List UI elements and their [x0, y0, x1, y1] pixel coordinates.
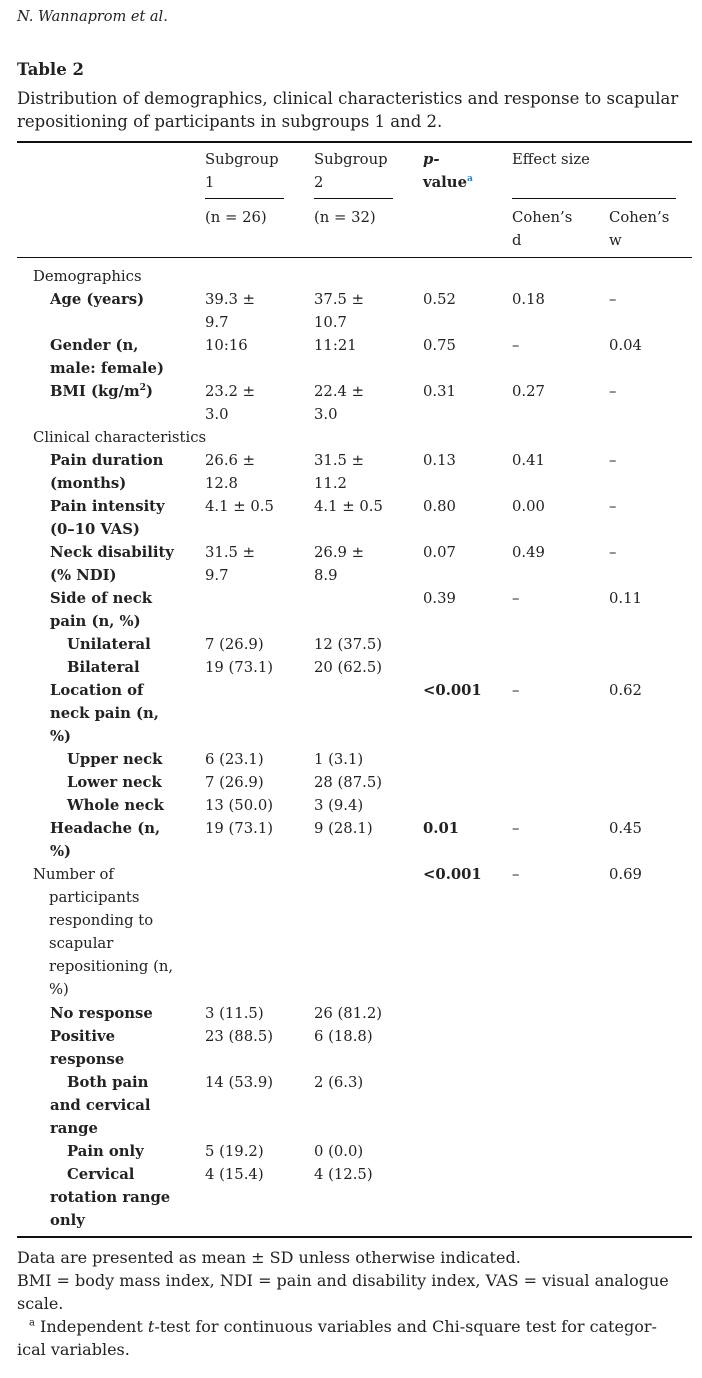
lower-neck-subgroup2: 28 (87.5) — [314, 774, 383, 791]
section-demographics: Demographics — [33, 268, 142, 285]
whole-neck-subgroup2: 3 (9.4) — [314, 797, 364, 814]
note-abbreviations: BMI = body mass index, NDI = pain and disability index, VAS = visual analogue scale. — [17, 1271, 669, 1313]
header-pvalue: p- value$^a$ — [423, 151, 473, 191]
upper-neck-subgroup2: 1 (3.1) — [314, 751, 364, 768]
row-label-pain-only: Pain only — [67, 1143, 144, 1160]
row-label-positive-response: Positive response — [50, 1028, 125, 1068]
gender-cohens-d: – — [512, 337, 520, 354]
headache-cohens-d: – — [512, 820, 520, 837]
neck-disability-pvalue: 0.07 — [423, 544, 456, 561]
location-cohens-d: – — [512, 682, 520, 699]
header-subgroup2: Subgroup 2 — [314, 151, 388, 191]
bmi-pvalue: 0.31 — [423, 383, 456, 400]
positive-response-subgroup1: 23 (88.5) — [205, 1028, 274, 1045]
gender-cohens-w: 0.04 — [609, 337, 642, 354]
upper-neck-subgroup1: 6 (23.1) — [205, 751, 264, 768]
side-cohens-w: 0.11 — [609, 590, 642, 607]
subgroup2-underline — [314, 198, 393, 199]
row-label-whole-neck: Whole neck — [67, 797, 164, 814]
section-responders: Number of participants responding to scapular repositioning (n, %) — [33, 866, 174, 998]
side-cohens-d: – — [512, 590, 520, 607]
row-label-gender: Gender (n, male: female) — [50, 337, 164, 377]
age-cohens-w: – — [609, 291, 617, 308]
row-label-side-of-neck-pain: Side of neck pain (n, %) — [50, 590, 153, 630]
note-mean-sd: Data are presented as mean ± SD unless otherwise indicated. — [17, 1248, 521, 1267]
responders-pvalue: <0.001 — [423, 866, 482, 883]
pain-duration-subgroup2: 31.5 ± 11.2 — [314, 452, 365, 492]
header-effect-size: Effect size — [512, 151, 590, 168]
row-label-pain-intensity: Pain intensity (0–10 VAS) — [50, 498, 165, 538]
bmi-cohens-w: – — [609, 383, 617, 400]
row-label-location-of-neck-pain: Location of neck pain (n, %) — [50, 682, 159, 745]
effect-size-underline — [512, 198, 676, 199]
subgroup1-underline — [205, 198, 284, 199]
age-cohens-d: 0.18 — [512, 291, 545, 308]
no-response-subgroup2: 26 (81.2) — [314, 1005, 383, 1022]
both-subgroup1: 14 (53.9) — [205, 1074, 274, 1091]
note-tests: $^a$ Independent t-test for continuous variables and Chi-square test for categor- ical variables. — [17, 1317, 657, 1359]
pain-duration-pvalue: 0.13 — [423, 452, 456, 469]
bmi-subgroup1: 23.2 ± 3.0 — [205, 383, 256, 423]
header-cohens-d: Cohen’s d — [512, 209, 573, 249]
location-cohens-w: 0.62 — [609, 682, 642, 699]
headache-pvalue: 0.01 — [423, 820, 460, 837]
pain-intensity-subgroup2: 4.1 ± 0.5 — [314, 498, 383, 515]
side-pvalue: 0.39 — [423, 590, 456, 607]
table-bottom-rule — [17, 1236, 692, 1238]
row-label-pain-duration: Pain duration (months) — [50, 452, 164, 492]
responders-cohens-w: 0.69 — [609, 866, 642, 883]
gender-pvalue: 0.75 — [423, 337, 456, 354]
row-label-age: Age (years) — [50, 291, 145, 308]
header-n2: (n = 32) — [314, 209, 376, 226]
responders-cohens-d: – — [512, 866, 520, 883]
pain-intensity-pvalue: 0.80 — [423, 498, 456, 515]
unilateral-subgroup1: 7 (26.9) — [205, 636, 264, 653]
row-label-unilateral: Unilateral — [67, 636, 151, 653]
both-subgroup2: 2 (6.3) — [314, 1074, 364, 1091]
bilateral-subgroup2: 20 (62.5) — [314, 659, 383, 676]
headache-subgroup2: 9 (28.1) — [314, 820, 373, 837]
pain-duration-cohens-w: – — [609, 452, 617, 469]
pain-only-subgroup2: 0 (0.0) — [314, 1143, 364, 1160]
table-title: Table 2 — [17, 60, 84, 79]
pain-duration-cohens-d: 0.41 — [512, 452, 545, 469]
row-label-lower-neck: Lower neck — [67, 774, 162, 791]
row-label-neck-disability: Neck disability (% NDI) — [50, 544, 174, 584]
pain-intensity-cohens-w: – — [609, 498, 617, 515]
headache-cohens-w: 0.45 — [609, 820, 642, 837]
section-clinical: Clinical characteristics — [33, 429, 207, 446]
bmi-subgroup2: 22.4 ± 3.0 — [314, 383, 365, 423]
age-subgroup1: 39.3 ± 9.7 — [205, 291, 256, 331]
row-label-upper-neck: Upper neck — [67, 751, 163, 768]
gender-subgroup1: 10:16 — [205, 337, 248, 354]
age-pvalue: 0.52 — [423, 291, 456, 308]
row-label-bmi: BMI $(kg/m^2)$ — [50, 382, 154, 400]
headache-subgroup1: 19 (73.1) — [205, 820, 274, 837]
header-cohens-w: Cohen’s w — [609, 209, 670, 249]
pain-intensity-subgroup1: 4.1 ± 0.5 — [205, 498, 274, 515]
pain-only-subgroup1: 5 (19.2) — [205, 1143, 264, 1160]
cervical-only-subgroup2: 4 (12.5) — [314, 1166, 373, 1183]
bilateral-subgroup1: 19 (73.1) — [205, 659, 274, 676]
header-subgroup1: Subgroup 1 — [205, 151, 279, 191]
neck-disability-subgroup2: 26.9 ± 8.9 — [314, 544, 365, 584]
bmi-cohens-d: 0.27 — [512, 383, 545, 400]
pain-duration-subgroup1: 26.6 ± 12.8 — [205, 452, 256, 492]
header-n1: (n = 26) — [205, 209, 267, 226]
neck-disability-subgroup1: 31.5 ± 9.7 — [205, 544, 256, 584]
no-response-subgroup1: 3 (11.5) — [205, 1005, 264, 1022]
table-top-rule — [17, 141, 692, 143]
row-label-bilateral: Bilateral — [67, 659, 140, 676]
age-subgroup2: 37.5 ± 10.7 — [314, 291, 365, 331]
row-label-headache: Headache (n, %) — [50, 820, 161, 860]
location-pvalue: <0.001 — [423, 682, 482, 699]
running-head: N. Wannaprom et al. — [17, 9, 168, 25]
cervical-only-subgroup1: 4 (15.4) — [205, 1166, 264, 1183]
row-label-cervical-rotation-range-only: Cervical rotation range only — [50, 1166, 171, 1229]
positive-response-subgroup2: 6 (18.8) — [314, 1028, 373, 1045]
unilateral-subgroup2: 12 (37.5) — [314, 636, 383, 653]
header-bottom-rule — [17, 257, 692, 258]
row-label-both-pain-and-cervical-range: Both pain and cervical range — [50, 1074, 151, 1137]
gender-subgroup2: 11:21 — [314, 337, 357, 354]
lower-neck-subgroup1: 7 (26.9) — [205, 774, 264, 791]
row-label-no-response: No response — [50, 1005, 153, 1022]
table-caption: Distribution of demographics, clinical characteristics and response to scapular repositioning of participants in subgroups 1 and 2. — [17, 89, 679, 131]
pain-intensity-cohens-d: 0.00 — [512, 498, 545, 515]
neck-disability-cohens-w: – — [609, 544, 617, 561]
whole-neck-subgroup1: 13 (50.0) — [205, 797, 274, 814]
neck-disability-cohens-d: 0.49 — [512, 544, 545, 561]
